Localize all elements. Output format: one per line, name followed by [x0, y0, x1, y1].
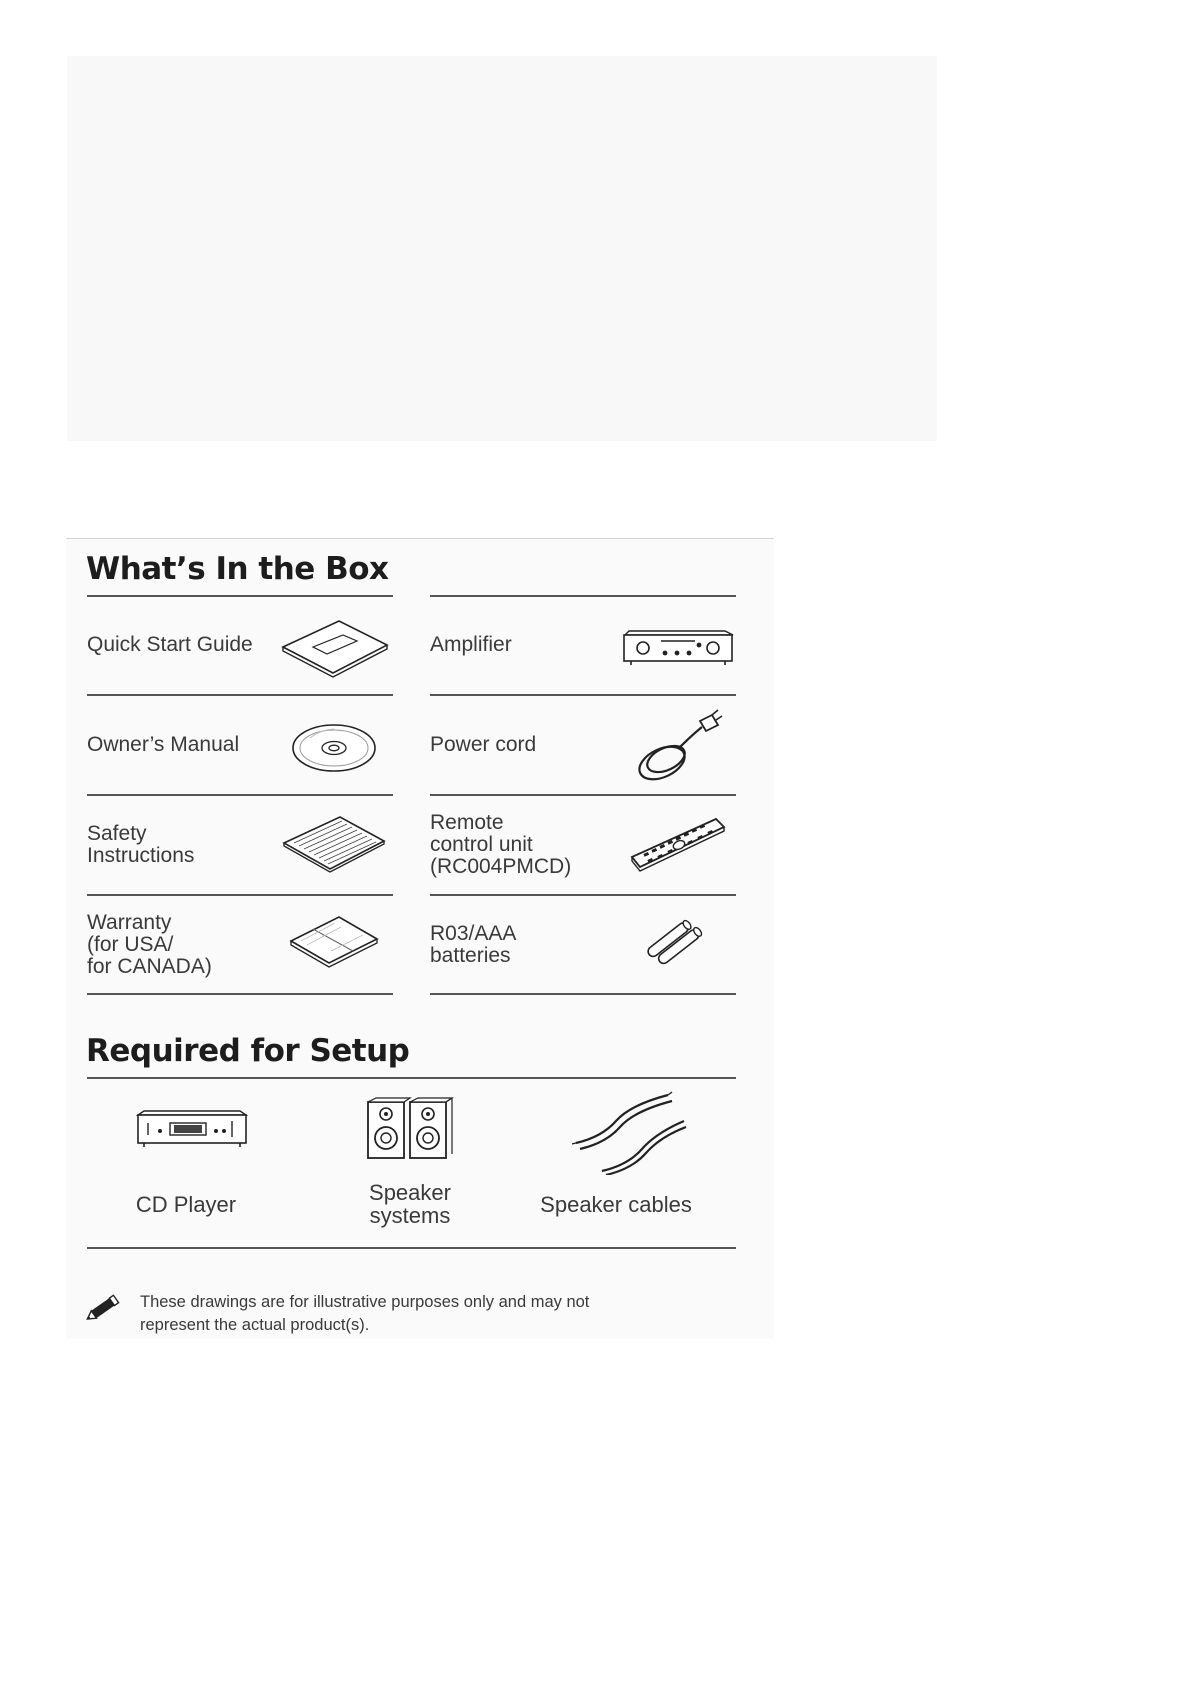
cd-player-icon — [136, 1107, 248, 1149]
blank-image-area — [67, 56, 937, 441]
booklet-icon — [279, 617, 391, 681]
setup-label-speaker-cables: Speaker cables — [540, 1192, 692, 1217]
amplifier-icon — [621, 625, 735, 667]
divider — [430, 694, 736, 696]
warranty-booklet-icon — [287, 913, 381, 971]
divider — [87, 894, 393, 896]
setup-label-speaker-systems: Speaker systems — [369, 1180, 451, 1228]
batteries-icon — [644, 918, 706, 970]
pencil-icon — [86, 1292, 122, 1324]
divider — [87, 993, 393, 995]
speakers-icon — [366, 1096, 454, 1162]
setup-label-cd-player: CD Player — [135, 1192, 237, 1217]
note-text: These drawings are for illustrative purposes only and may not represent the actual product(s). — [140, 1293, 590, 1334]
divider — [87, 595, 393, 597]
item-label-amplifier: Amplifier — [430, 633, 512, 656]
item-label-power-cord: Power cord — [430, 733, 537, 756]
item-label-safety-instructions: Safety Instructions — [87, 822, 195, 867]
item-label-quick-start-guide: Quick Start Guide — [87, 633, 253, 656]
leaflet-icon — [280, 813, 388, 875]
divider — [430, 595, 736, 597]
in-box-title: What’s In the Box — [86, 551, 389, 587]
speaker-cables-icon — [572, 1091, 688, 1175]
remote-control-icon — [628, 815, 728, 879]
divider — [87, 694, 393, 696]
item-label-warranty: Warranty (for USA/ for CANADA) — [87, 911, 212, 978]
item-label-batteries: R03/AAA batteries — [430, 922, 517, 967]
divider — [430, 993, 736, 995]
setup-title: Required for Setup — [86, 1033, 410, 1069]
divider — [430, 794, 736, 796]
item-label-remote-control-unit: Remote control unit (RC004PMCD) — [430, 811, 572, 878]
divider — [87, 1247, 736, 1249]
divider — [87, 1077, 736, 1079]
whats-in-the-box-panel — [66, 538, 774, 1339]
divider — [430, 894, 736, 896]
power-cord-icon — [632, 709, 724, 783]
divider — [87, 794, 393, 796]
item-label-owners-manual: Owner’s Manual — [87, 733, 240, 756]
disc-icon — [290, 722, 378, 774]
